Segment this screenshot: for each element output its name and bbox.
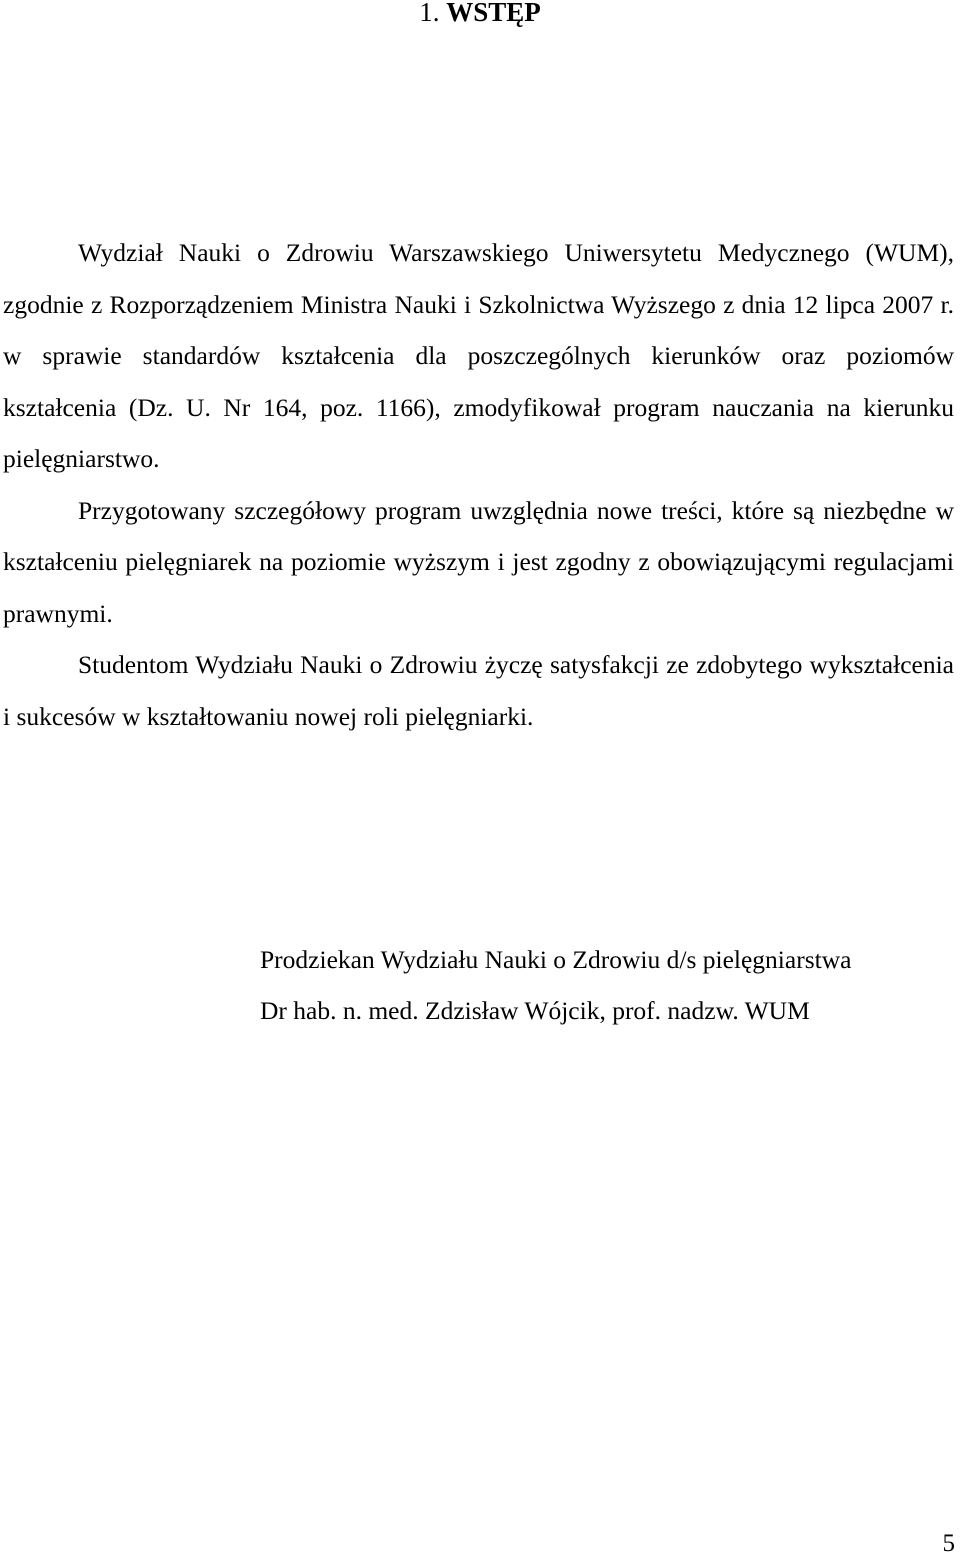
signature-block	[260, 934, 960, 1036]
paragraph-program: Przygotowany szczegółowy program uwzględnia nowe treści, które są niezbędne w kształceniu pielęgniarek na poziomie wyższym i jest zgodny z obowiązującymi regulacjami prawnymi.	[3, 495, 954, 628]
paragraph-intro: Wydział Nauki o Zdrowiu Warszawskiego Uniwersytetu Medycznego (WUM), zgodnie z Rozporządzeniem Ministra Nauki i Szkolnictwa Wyższego z dnia 12 lipca 2007 r. w sprawie standardów kształcenia dla poszczególnych kierunków oraz poziomów kształcenia (Dz. U. Nr 164, poz. 1166), zmodyfikował program nauczania na kierunku pielęgniarstwo.	[3, 238, 954, 473]
signature-name: Dr hab. n. med. Zdzisław Wójcik, prof. nadzw. WUM	[260, 996, 810, 1025]
page-number: 5	[942, 1530, 955, 1557]
section-number: 1.	[419, 0, 440, 27]
signature-role: Prodziekan Wydziału Nauki o Zdrowiu d/s pielęgniarstwa	[260, 945, 852, 974]
section-title: WSTĘP	[446, 0, 541, 27]
body-text	[3, 227, 954, 742]
section-heading	[0, 0, 960, 28]
paragraph-wishes: Studentom Wydziału Nauki o Zdrowiu życzę satysfakcji ze zdobytego wykształcenia i sukcesów w kształtowaniu nowej roli pielęgniarki.	[3, 650, 954, 731]
